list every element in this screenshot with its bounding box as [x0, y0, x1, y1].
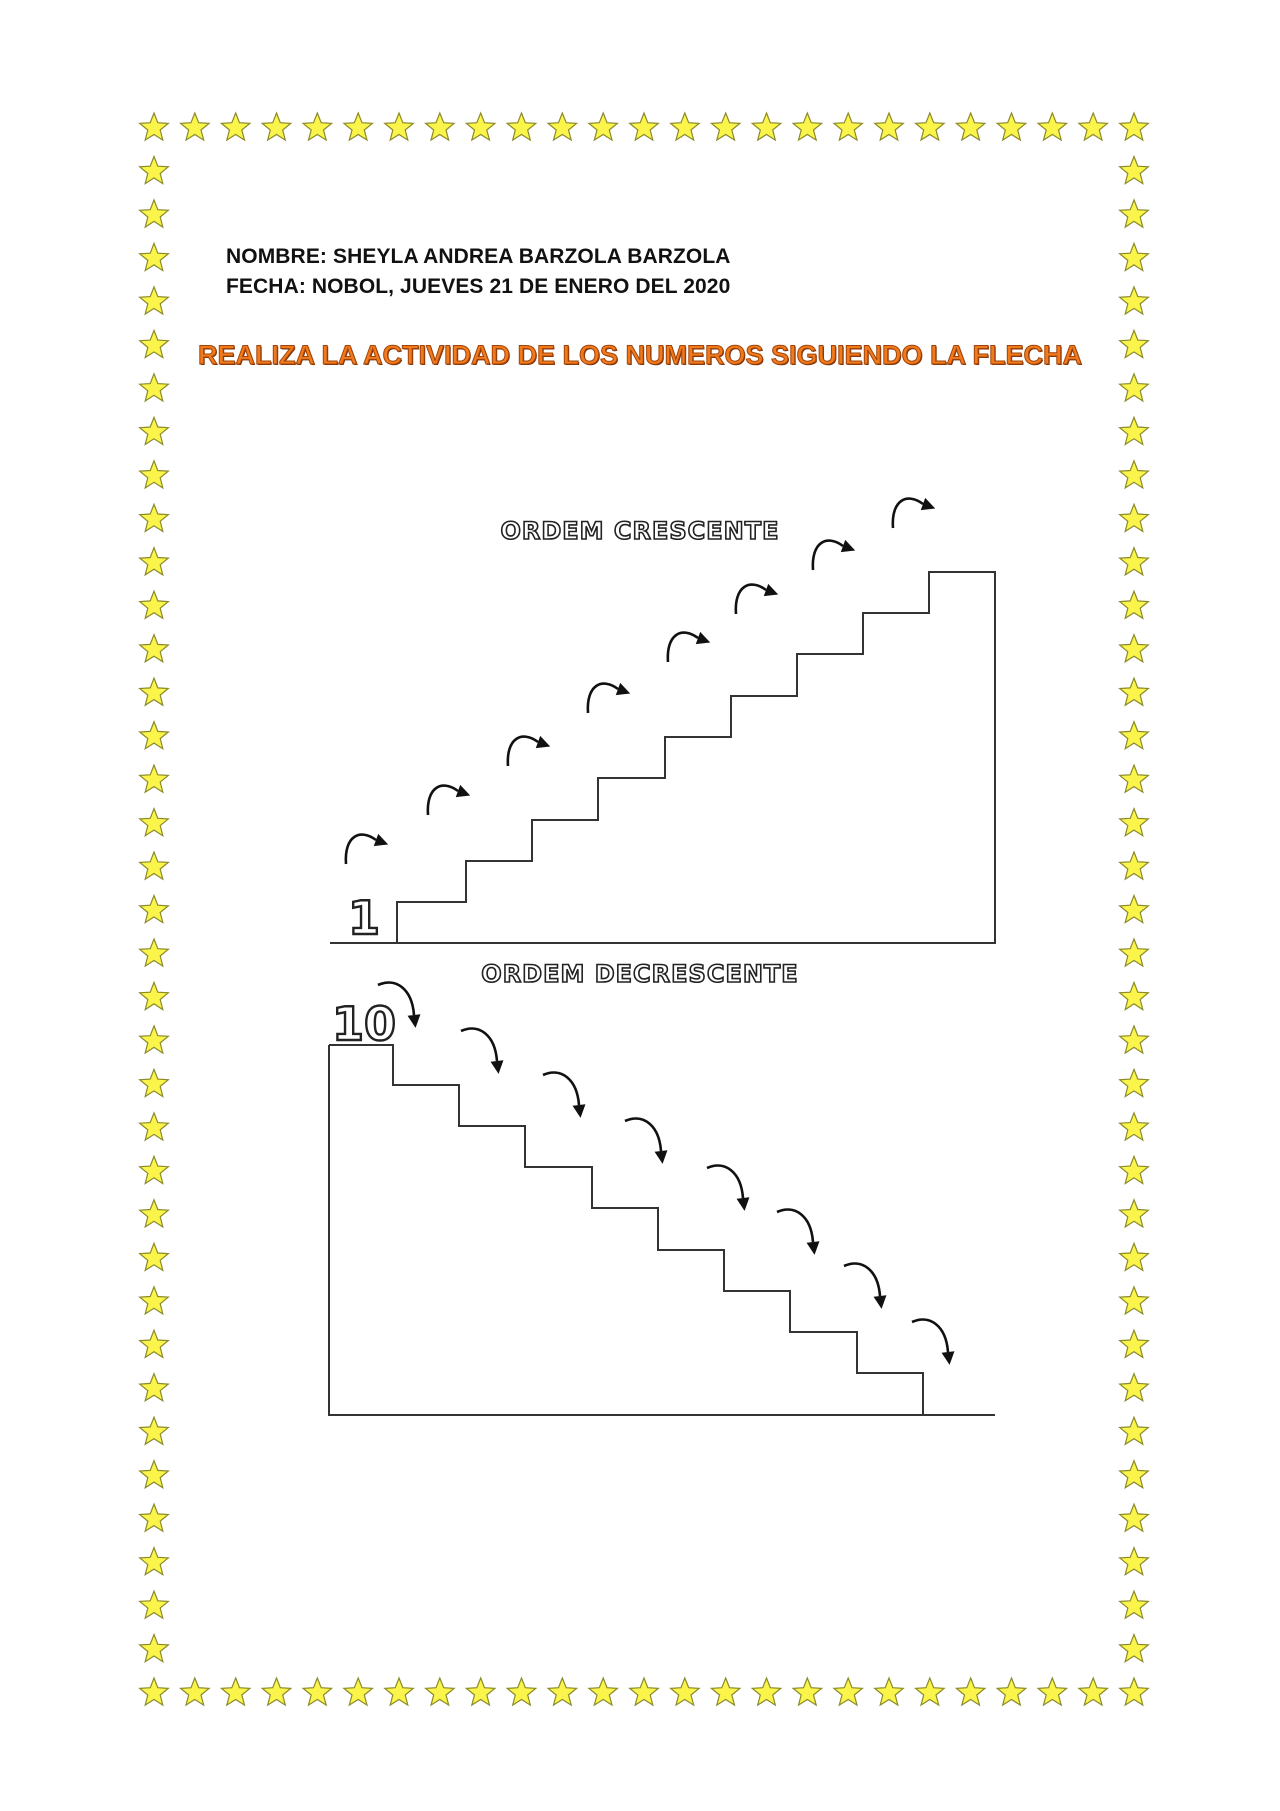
- curved-arrow-icon: [844, 1264, 886, 1309]
- ascending-staircase: [330, 572, 995, 943]
- curved-arrow-icon: [777, 1210, 819, 1255]
- descending-staircase: [329, 1045, 995, 1415]
- ascending-arrows: [346, 498, 935, 864]
- curved-arrow-icon: [508, 736, 550, 766]
- descending-start-number: 10: [332, 997, 397, 1051]
- ascending-start-number: 1: [348, 891, 381, 945]
- curved-arrow-icon: [461, 1029, 503, 1074]
- ascending-title: ORDEM CRESCENTE: [500, 517, 780, 545]
- date-line: FECHA: NOBOL, JUEVES 21 DE ENERO DEL 2020: [226, 275, 731, 298]
- curved-arrow-icon: [625, 1119, 667, 1164]
- curved-arrow-icon: [428, 785, 470, 815]
- curved-arrow-icon: [588, 683, 630, 713]
- descending-arrows: [378, 983, 954, 1365]
- student-name: NOMBRE: SHEYLA ANDREA BARZOLA BARZOLA: [226, 245, 731, 268]
- curved-arrow-icon: [346, 834, 388, 864]
- curved-arrow-icon: [543, 1073, 585, 1118]
- instruction-title: REALIZA LA ACTIVIDAD DE LOS NUMEROS SIGUIENDO LA FLECHA: [198, 340, 1082, 370]
- curved-arrow-icon: [912, 1320, 954, 1365]
- descending-title: ORDEM DECRESCENTE: [481, 960, 799, 988]
- curved-arrow-icon: [668, 632, 710, 662]
- curved-arrow-icon: [707, 1166, 749, 1211]
- curved-arrow-icon: [813, 540, 855, 570]
- curved-arrow-icon: [893, 498, 935, 528]
- curved-arrow-icon: [736, 584, 778, 614]
